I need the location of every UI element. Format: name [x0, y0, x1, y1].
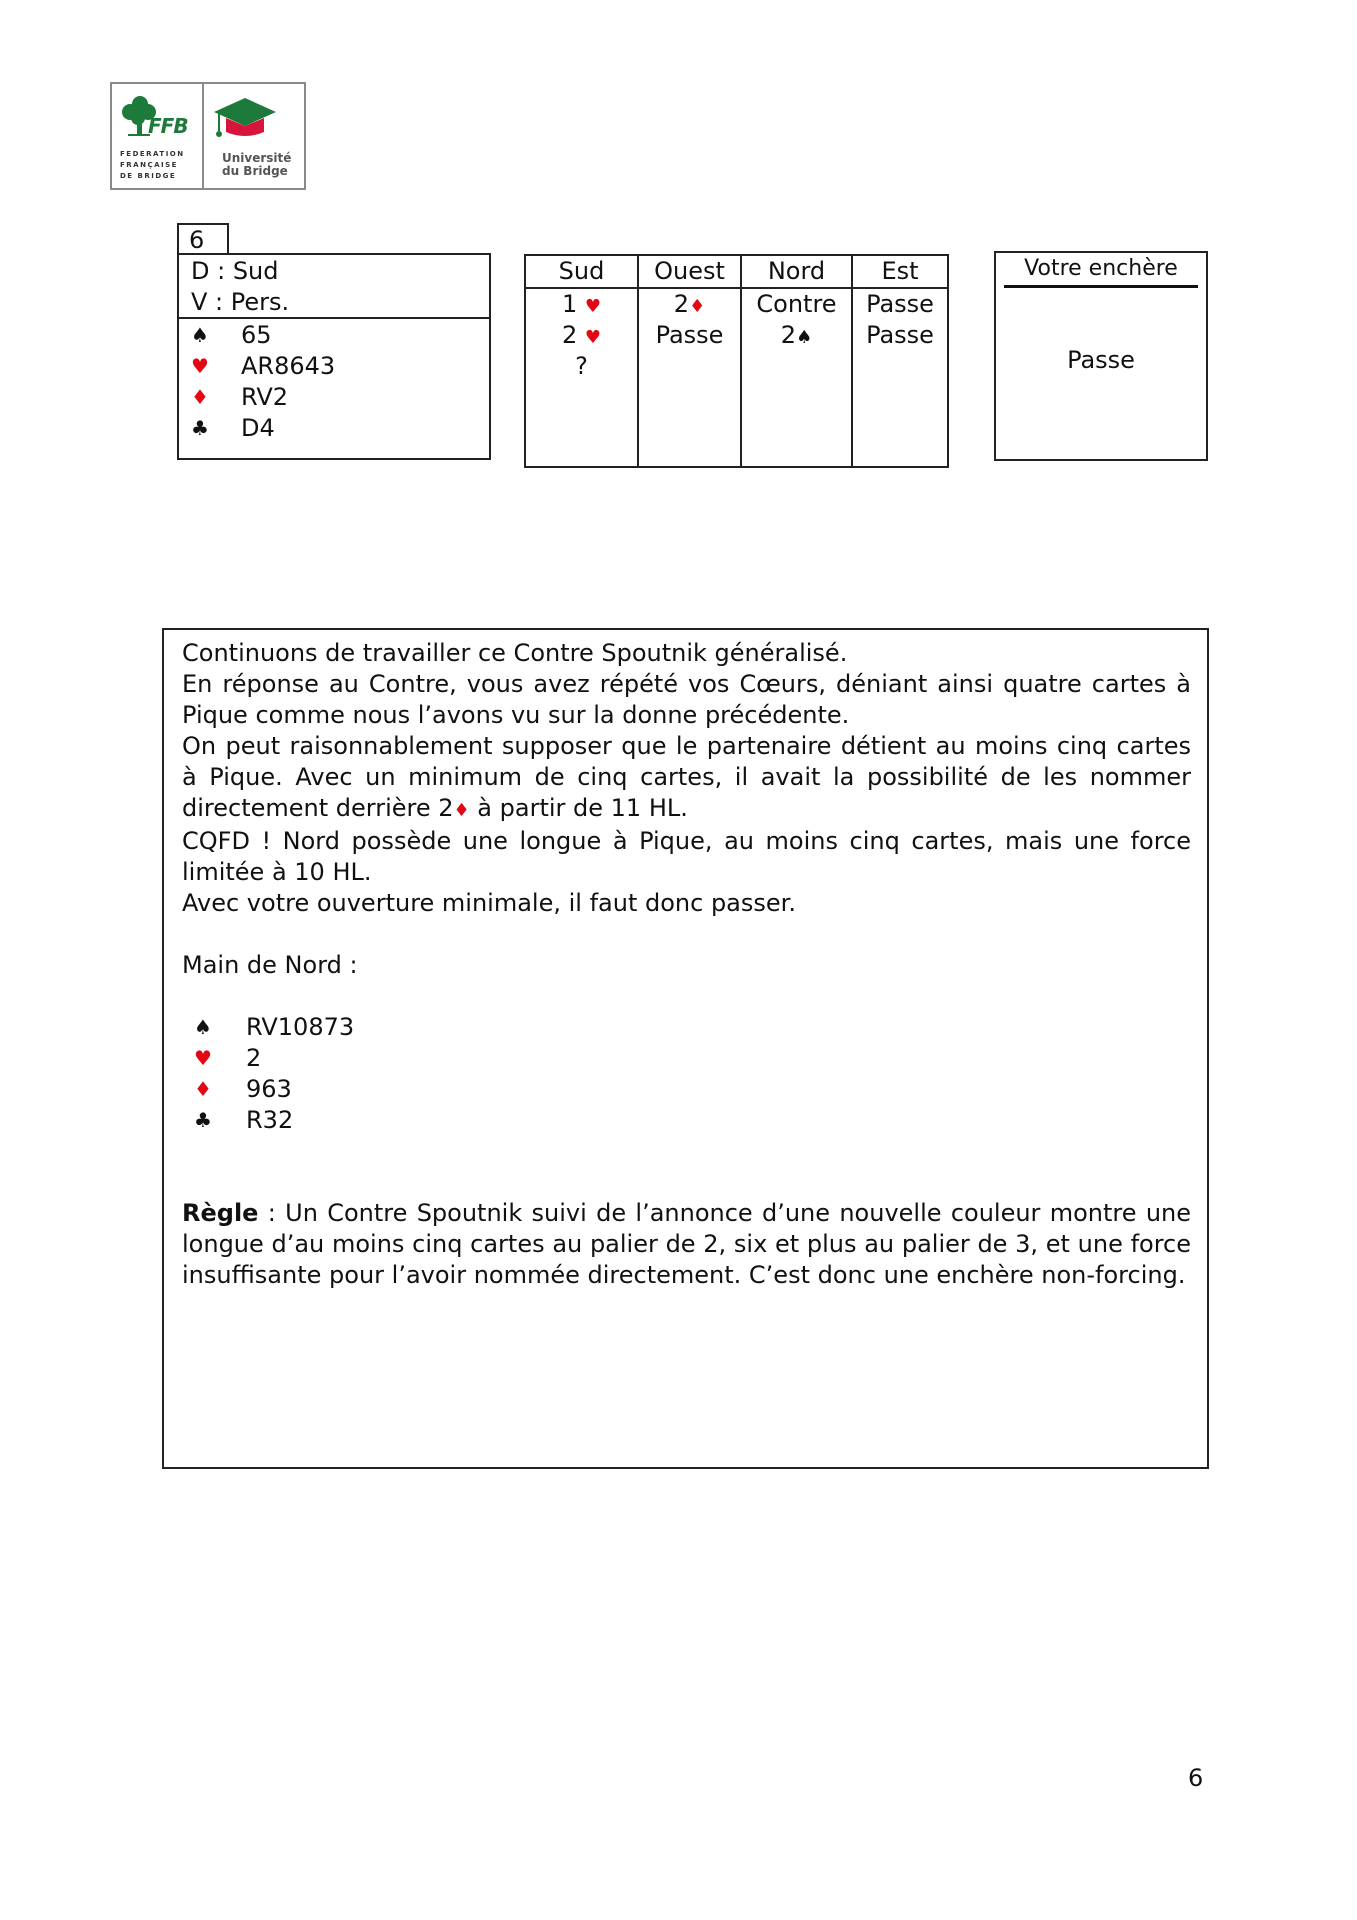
- page-number: 6: [1188, 1764, 1204, 1792]
- deal-number: 6: [177, 223, 229, 253]
- ffb-logo: [112, 84, 204, 188]
- universite-text: [222, 152, 291, 178]
- explanation-paragraph: CQFD ! Nord possède une longue à Pique, au moins cinq cartes, mais une force limitée à 10 HL.: [182, 827, 1191, 886]
- rule-label: Règle: [182, 1199, 259, 1227]
- logo: [110, 82, 306, 190]
- explanation-paragraph: En réponse au Contre, vous avez répété vos Cœurs, déniant ainsi quatre cartes à Pique comme nous l’avons vu sur la donne précédente.: [182, 670, 1191, 729]
- heart-icon: ♥: [191, 354, 209, 378]
- ffb-title: FFB: [148, 114, 188, 138]
- bid: Contre: [756, 290, 837, 318]
- diamond-icon: ♦: [191, 385, 209, 409]
- south-hand: [179, 319, 489, 444]
- north-cards: 963: [246, 1075, 292, 1103]
- ffb-line-1: FEDERATION: [120, 150, 185, 158]
- dealer: D : Sud: [191, 257, 279, 285]
- bid: Passe: [866, 290, 934, 318]
- hand-cards: RV2: [241, 383, 289, 411]
- heart-icon: ♥: [584, 296, 602, 317]
- explanation-box: [162, 628, 1209, 1469]
- bidding-column-ouest: [639, 256, 742, 466]
- diamond-icon: ♦: [453, 800, 470, 821]
- bid: 2♠: [780, 321, 813, 349]
- bidding-header: Nord: [742, 256, 851, 289]
- vulnerability: V : Pers.: [191, 288, 290, 316]
- hand-cards: AR8643: [241, 352, 336, 380]
- rule-paragraph: [182, 1198, 1191, 1291]
- ffb-line-3: DE BRIDGE: [120, 172, 177, 180]
- deal-box: [177, 253, 491, 460]
- bid: Passe: [655, 321, 724, 349]
- univ-line-1: Université: [222, 151, 292, 165]
- hand-row-hearts: [191, 351, 489, 382]
- north-cards: R32: [246, 1106, 294, 1134]
- spade-icon: ♠: [191, 323, 209, 347]
- north-row-spades: [182, 1012, 1191, 1043]
- votre-enchere-answer: Passe: [1067, 346, 1135, 374]
- ffb-line-2: FRANÇAISE: [120, 161, 178, 169]
- univ-line-2: du Bridge: [222, 164, 288, 178]
- rule-text: : Un Contre Spoutnik suivi de l’annonce d’une nouvelle couleur montre une longue d’au moins cinq cartes au palier de 2, six et plus au palier de 3, et une force insuffisante pour l’avoir nommée directement. C’est donc une enchère non-forcing.: [182, 1199, 1191, 1289]
- bidding-column-sud: [526, 256, 639, 466]
- bid: Passe: [866, 321, 934, 349]
- north-cards: 2: [246, 1044, 262, 1072]
- diamond-icon: ♦: [689, 296, 706, 317]
- club-icon: ♣: [194, 1108, 212, 1132]
- bidding-column-nord: [742, 256, 853, 466]
- heart-icon: ♥: [584, 327, 602, 348]
- deal-header: [179, 255, 489, 319]
- spade-icon: ♠: [796, 327, 813, 348]
- north-row-diamonds: [182, 1074, 1191, 1105]
- bidding-header: Ouest: [639, 256, 740, 289]
- club-icon: ♣: [191, 416, 209, 440]
- bidding-table: [524, 254, 949, 468]
- bid: 2♦: [673, 290, 706, 318]
- north-row-clubs: [182, 1105, 1191, 1136]
- explanation-paragraph: Avec votre ouverture minimale, il faut donc passer.: [182, 889, 796, 917]
- bidding-column-est: [853, 256, 947, 466]
- votre-enchere-title: Votre enchère: [1024, 256, 1178, 281]
- mortarboard-icon: [212, 96, 278, 144]
- hand-row-diamonds: [191, 382, 489, 413]
- bid: ?: [575, 352, 588, 380]
- bid: 1 ♥: [561, 290, 602, 318]
- north-row-hearts: [182, 1043, 1191, 1074]
- north-hand-title: Main de Nord :: [182, 951, 358, 979]
- explanation-paragraph: On peut raisonnablement supposer que le partenaire détient au moins cinq cartes à Pique. Avec un minimum de cinq cartes, il avait la possibilité de les nommer directement derrière 2♦ à partir de 11 HL.: [182, 732, 1191, 822]
- universite-logo: [204, 84, 304, 188]
- votre-enchere-box: [994, 251, 1208, 461]
- hand-row-clubs: [191, 413, 489, 444]
- bidding-header: Sud: [526, 256, 637, 289]
- hand-row-spades: [191, 320, 489, 351]
- bid: 2 ♥: [561, 321, 602, 349]
- hand-cards: 65: [241, 321, 272, 349]
- hand-cards: D4: [241, 414, 275, 442]
- bidding-header: Est: [853, 256, 947, 289]
- diamond-icon: ♦: [194, 1077, 212, 1101]
- north-cards: RV10873: [246, 1013, 355, 1041]
- explanation-paragraph: Continuons de travailler ce Contre Spoutnik généralisé.: [182, 639, 848, 667]
- spade-icon: ♠: [194, 1015, 212, 1039]
- divider: [1004, 285, 1198, 288]
- heart-icon: ♥: [194, 1046, 212, 1070]
